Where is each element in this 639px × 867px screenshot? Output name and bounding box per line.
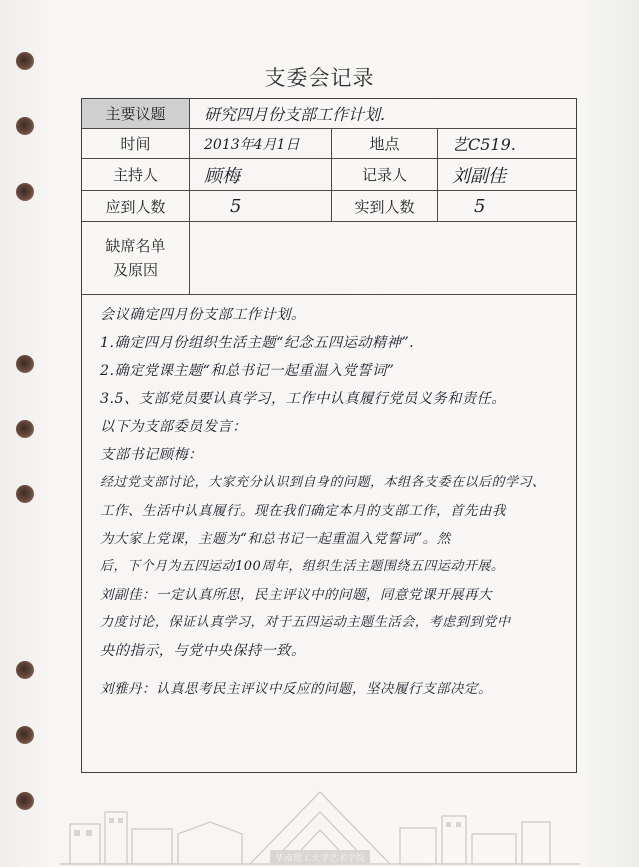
- note-line: 为大家上党课，主题为“和总书记一起重温入党誓词”。然: [100, 531, 451, 547]
- topic-value: 研究四月份支部工作计划.: [204, 105, 386, 124]
- binder-hole: [16, 792, 34, 810]
- expected-value: 5: [190, 191, 332, 221]
- expected-label: 应到人数: [82, 191, 190, 221]
- note-line: 1.确定四月份组织生活主题“纪念五四运动精神”.: [100, 335, 415, 351]
- note-line: 刘副佳：一定认真所思，民主评议中的问题，同意党课开展再大: [100, 587, 492, 603]
- note-line: 支部书记顾梅：: [100, 447, 203, 463]
- place-label: 地点: [332, 129, 438, 158]
- note-line: 经过党支部讨论，大家充分认识到自身的问题，本组各支委在以后的学习、: [100, 475, 546, 490]
- note-line: 刘雅丹：认真思考民主评议中反应的问题，坚决履行支部决定。: [100, 681, 492, 697]
- campus-skyline-watermark: [60, 784, 580, 867]
- host-label: 主持人: [82, 159, 190, 190]
- topic-row: [82, 99, 576, 129]
- binder-hole: [16, 117, 34, 135]
- note-line: 力度讨论，保证认真学习，对于五四运动主题生活会，考虑到到党中: [100, 615, 511, 630]
- binder-hole: [16, 485, 34, 503]
- time-value: 2013年4月1日: [190, 129, 332, 158]
- recorder-value: 刘副佳: [452, 165, 506, 187]
- topic-label: 主要议题: [82, 99, 190, 128]
- note-line: 工作、生活中认真履行。现在我们确定本月的支部工作，首先由我: [100, 503, 506, 519]
- time-label: 时间: [82, 129, 190, 158]
- binder-hole: [16, 726, 34, 744]
- note-line: 会议确定四月份支部工作计划。: [100, 307, 306, 323]
- recorder-label: 记录人: [332, 159, 438, 190]
- absent-value: [190, 222, 576, 294]
- note-line: 央的指示，与党中央保持一致。: [100, 643, 306, 659]
- absent-label: [82, 222, 190, 294]
- note-line: 3.5、支部党员要认真学习，工作中认真履行党员义务和责任。: [100, 391, 506, 407]
- binder-hole: [16, 661, 34, 679]
- note-line: 以下为支部委员发言：: [100, 419, 247, 435]
- attendance-row: [82, 191, 576, 222]
- binder-hole: [16, 355, 34, 373]
- host-value: 顾梅: [190, 159, 332, 190]
- footer-caption: 华南理工大学艺术学院: [274, 854, 366, 864]
- note-line: 2.确定党课主题“和总书记一起重温入党誓词”: [100, 363, 395, 379]
- binder-hole: [16, 420, 34, 438]
- absent-label-line-1: 缺席名单: [105, 237, 166, 255]
- actual-label: 实到人数: [332, 191, 438, 221]
- absent-row: [82, 222, 576, 295]
- note-line: 后，下个月为五四运动100周年，组织生活主题围绕五四运动开展。: [100, 559, 505, 574]
- document-title: 支委会记录: [264, 66, 375, 90]
- actual-value: 5: [474, 195, 486, 217]
- meeting-notes: [82, 295, 576, 772]
- time-row: [82, 129, 576, 159]
- binder-hole: [16, 183, 34, 201]
- place-value: 艺C519.: [452, 135, 516, 154]
- absent-label-line-2: 及原因: [112, 261, 158, 279]
- host-row: [82, 159, 576, 191]
- record-form: [81, 98, 577, 773]
